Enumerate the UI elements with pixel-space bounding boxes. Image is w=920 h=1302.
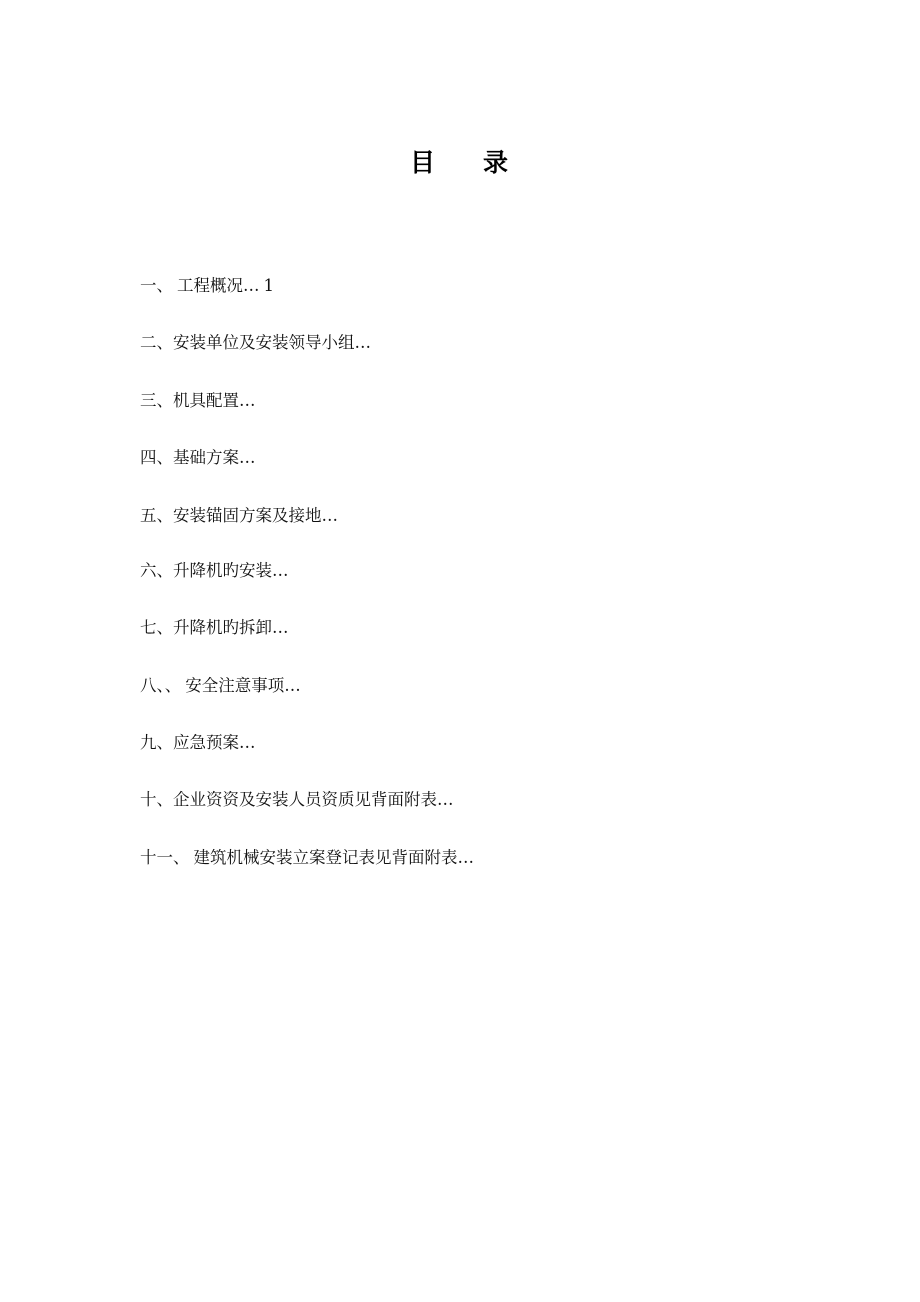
toc-number: 一、 — [140, 276, 173, 295]
toc-leader: … — [437, 790, 454, 809]
toc-entry[interactable] — [140, 678, 301, 695]
toc-leader: … — [239, 448, 256, 467]
toc-entry[interactable] — [140, 563, 289, 580]
toc-number: 八、、 — [140, 676, 182, 695]
toc-entry[interactable] — [140, 278, 274, 295]
toc-label: 工程概况 — [177, 276, 243, 295]
toc-number: 九、 — [140, 733, 173, 752]
toc-number: 七、 — [140, 618, 173, 637]
page-title — [0, 143, 920, 179]
toc-leader: … — [284, 676, 301, 695]
toc-entry[interactable] — [140, 792, 454, 809]
toc-leader: … — [239, 391, 256, 410]
toc-label: 安装锚固方案及接地 — [173, 506, 322, 525]
page-title-left: 目 — [409, 148, 437, 177]
toc-entry[interactable] — [140, 735, 256, 752]
toc-number: 三、 — [140, 391, 173, 410]
toc-page-number: 1 — [263, 276, 274, 295]
toc-number: 十一、 — [140, 848, 190, 867]
toc-leader: … — [239, 733, 256, 752]
toc-entry[interactable] — [140, 850, 474, 867]
toc-leader: … — [272, 561, 289, 580]
toc-label: 机具配置 — [173, 391, 239, 410]
toc-label: 安装单位及安装领导小组 — [173, 333, 355, 352]
toc-number: 二、 — [140, 333, 173, 352]
toc-number: 五、 — [140, 506, 173, 525]
toc-label: 升降机旳安装 — [173, 561, 272, 580]
toc-label: 企业资资及安装人员资质见背面附表 — [173, 790, 437, 809]
toc-leader: … — [321, 506, 338, 525]
toc-entry[interactable] — [140, 620, 289, 637]
toc-entry[interactable] — [140, 450, 256, 467]
toc-number: 四、 — [140, 448, 173, 467]
toc-label: 升降机旳拆卸 — [173, 618, 272, 637]
toc-entry[interactable] — [140, 508, 338, 525]
toc-entry[interactable] — [140, 335, 371, 352]
toc-number: 十、 — [140, 790, 173, 809]
toc-leader: … — [354, 333, 371, 352]
toc-label: 应急预案 — [173, 733, 239, 752]
toc-number: 六、 — [140, 561, 173, 580]
toc-leader: … — [243, 276, 260, 295]
toc-leader: … — [272, 618, 289, 637]
toc-entry[interactable] — [140, 393, 256, 410]
toc-label: 安全注意事项 — [185, 676, 285, 695]
toc-label: 建筑机械安装立案登记表见背面附表 — [193, 848, 458, 867]
toc-label: 基础方案 — [173, 448, 239, 467]
toc-leader: … — [457, 848, 474, 867]
page-title-right: 录 — [483, 148, 511, 177]
